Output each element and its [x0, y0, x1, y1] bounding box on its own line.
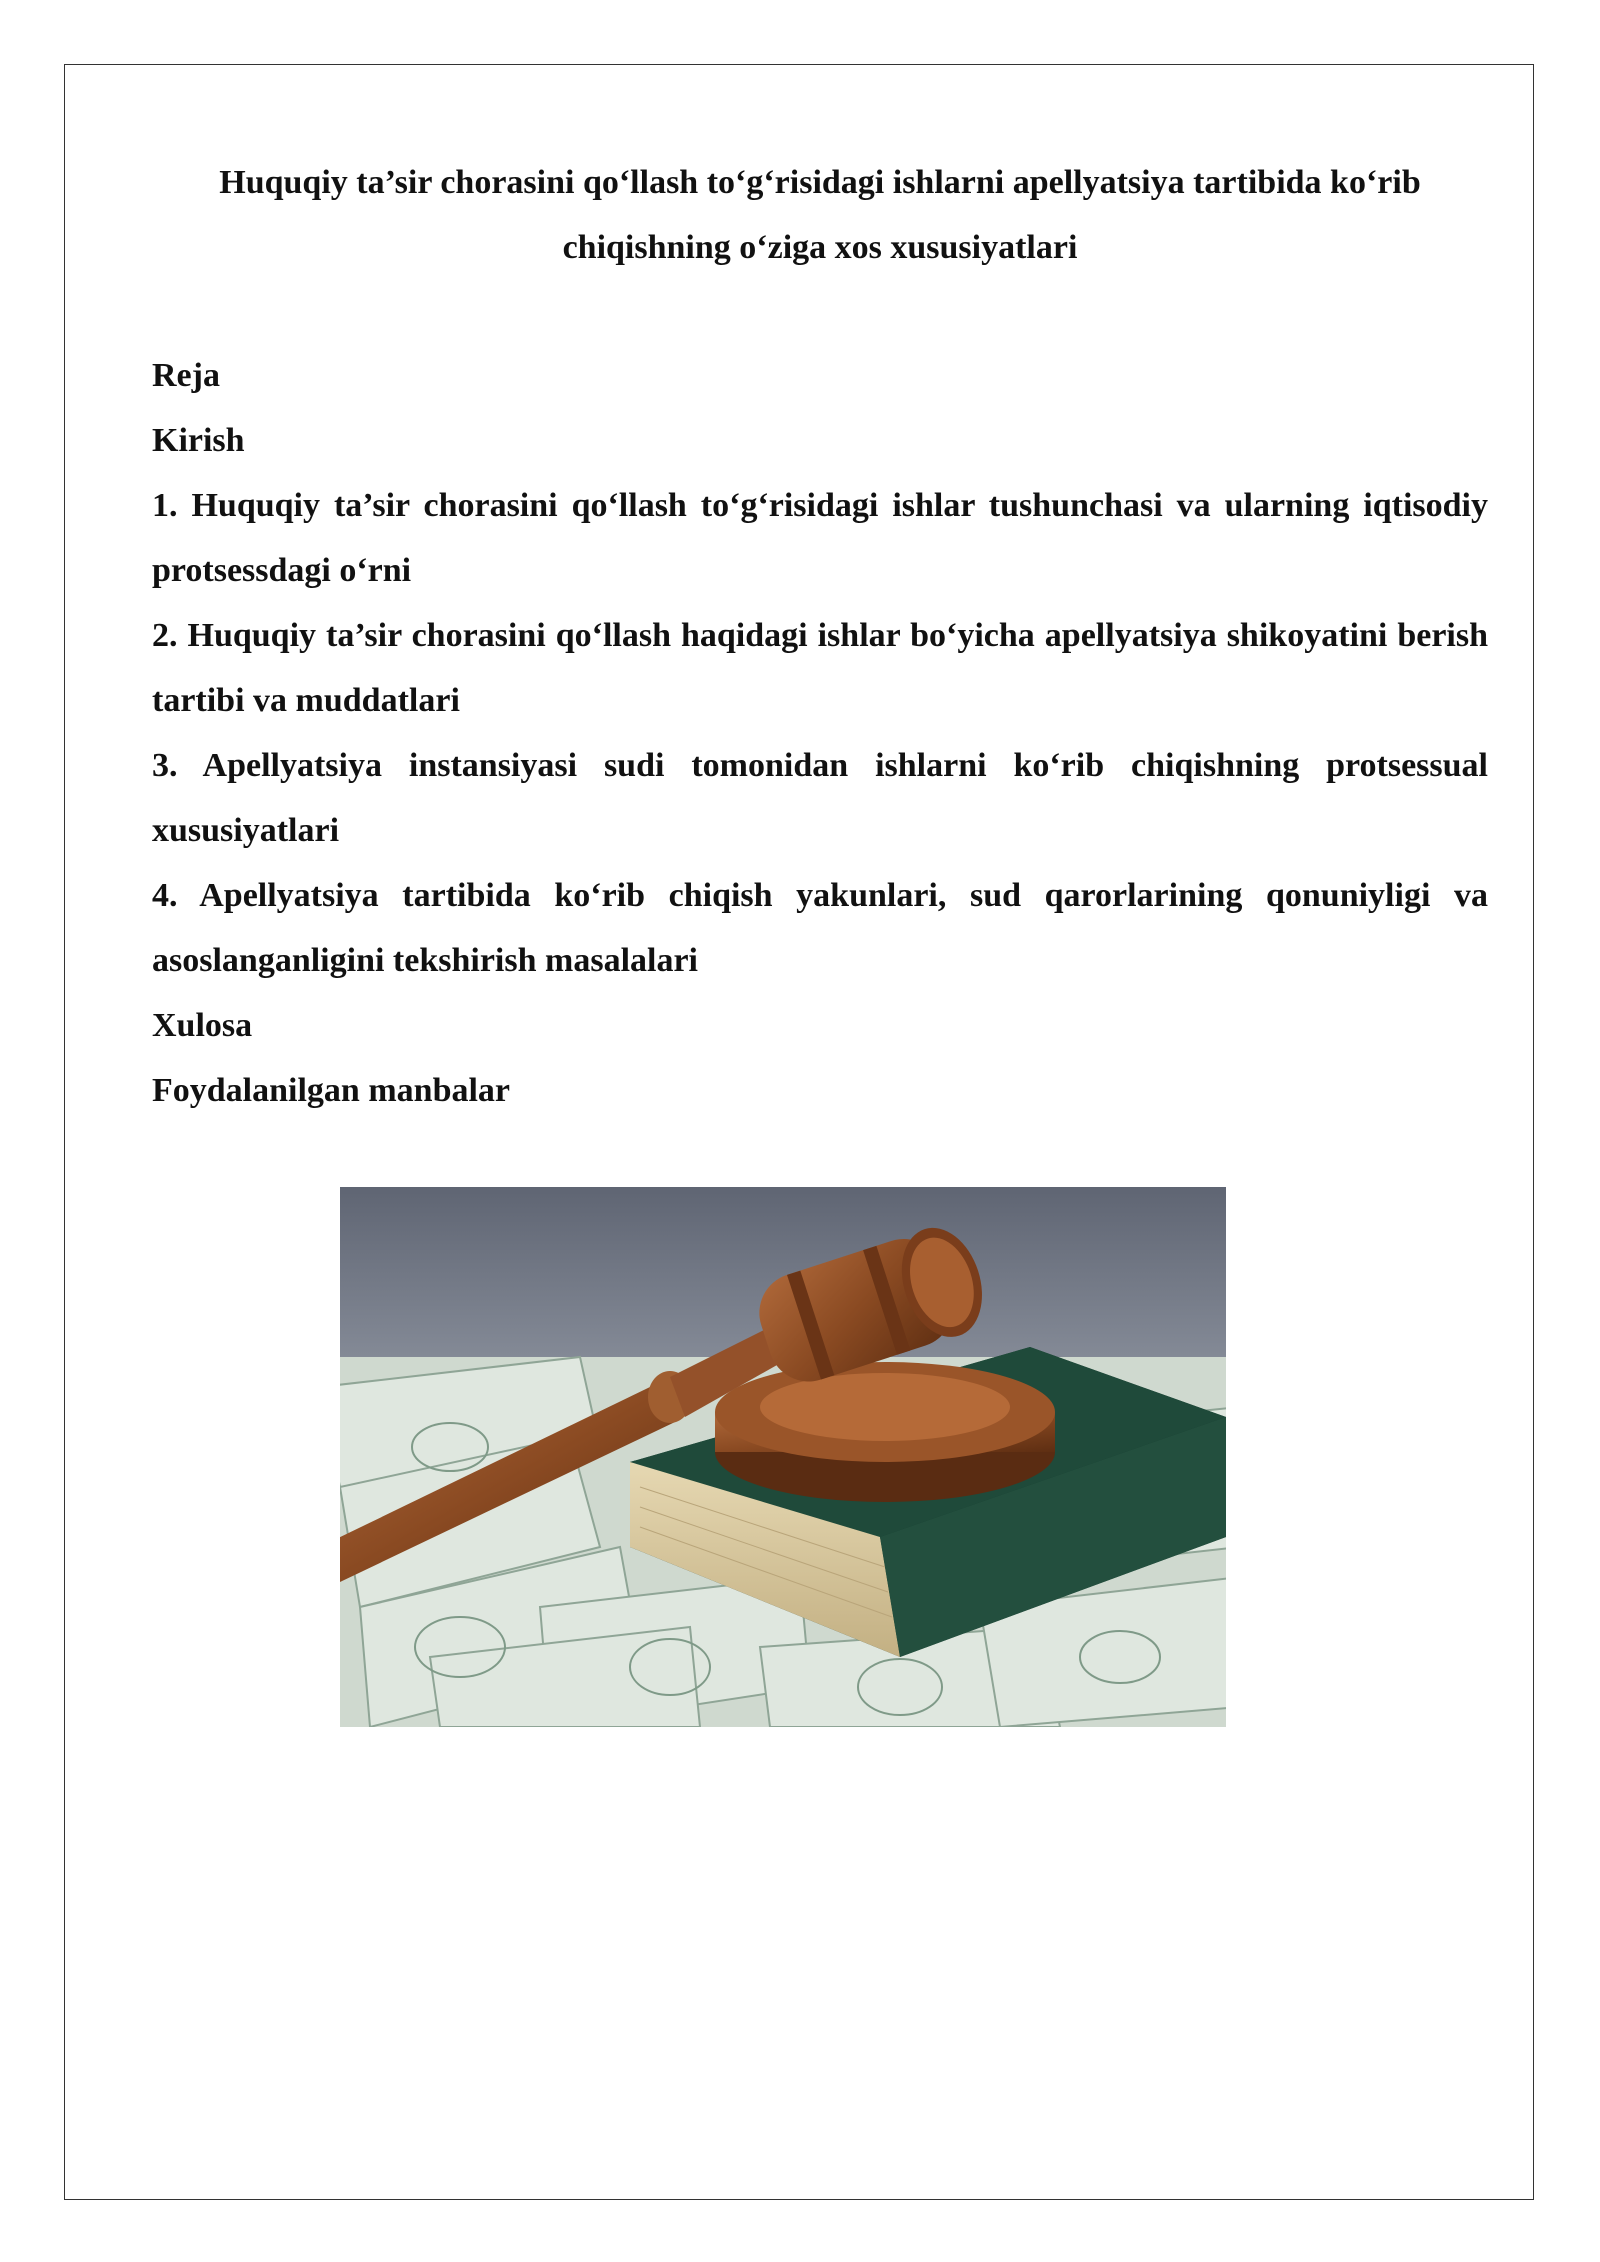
plan-item-4: 4. Apellyatsiya tartibida ko‘rib chiqish yakunlari, sud qarorlarining qonuniyligi va asoslanganligini tekshirish masalalari: [152, 877, 1488, 979]
plan-item-1: 1. Huquqiy ta’sir chorasini qo‘llash to‘g‘risidagi ishlar tushunchasi va ularning iqtisodiy protsessdagi o‘rni: [152, 487, 1488, 589]
document-title-line-1: Huquqiy ta’sir chorasini qo‘llash to‘g‘risidagi ishlarni apellyatsiya tartibida ko‘rib: [219, 164, 1421, 201]
plan-item-sources: Foydalanilgan manbalar: [152, 1072, 511, 1109]
plan-item-2: 2. Huquqiy ta’sir chorasini qo‘llash haqidagi ishlar bo‘yicha apellyatsiya shikoyatini berish tartibi va muddatlari: [152, 617, 1488, 719]
document-body: [152, 150, 1488, 1123]
plan-section: [152, 343, 1488, 1123]
document-title-line-2: chiqishning o‘ziga xos xususiyatlari: [562, 229, 1078, 266]
plan-item-3: 3. Apellyatsiya instansiyasi sudi tomonidan ishlarni ko‘rib chiqishning protsessual xususiyatlari: [152, 747, 1488, 849]
plan-item-conclusion: Xulosa: [152, 1007, 253, 1044]
plan-heading: Reja: [152, 357, 220, 394]
gavel-on-book-with-money-photo: [340, 1187, 1226, 1727]
plan-item-intro: Kirish: [152, 422, 245, 459]
